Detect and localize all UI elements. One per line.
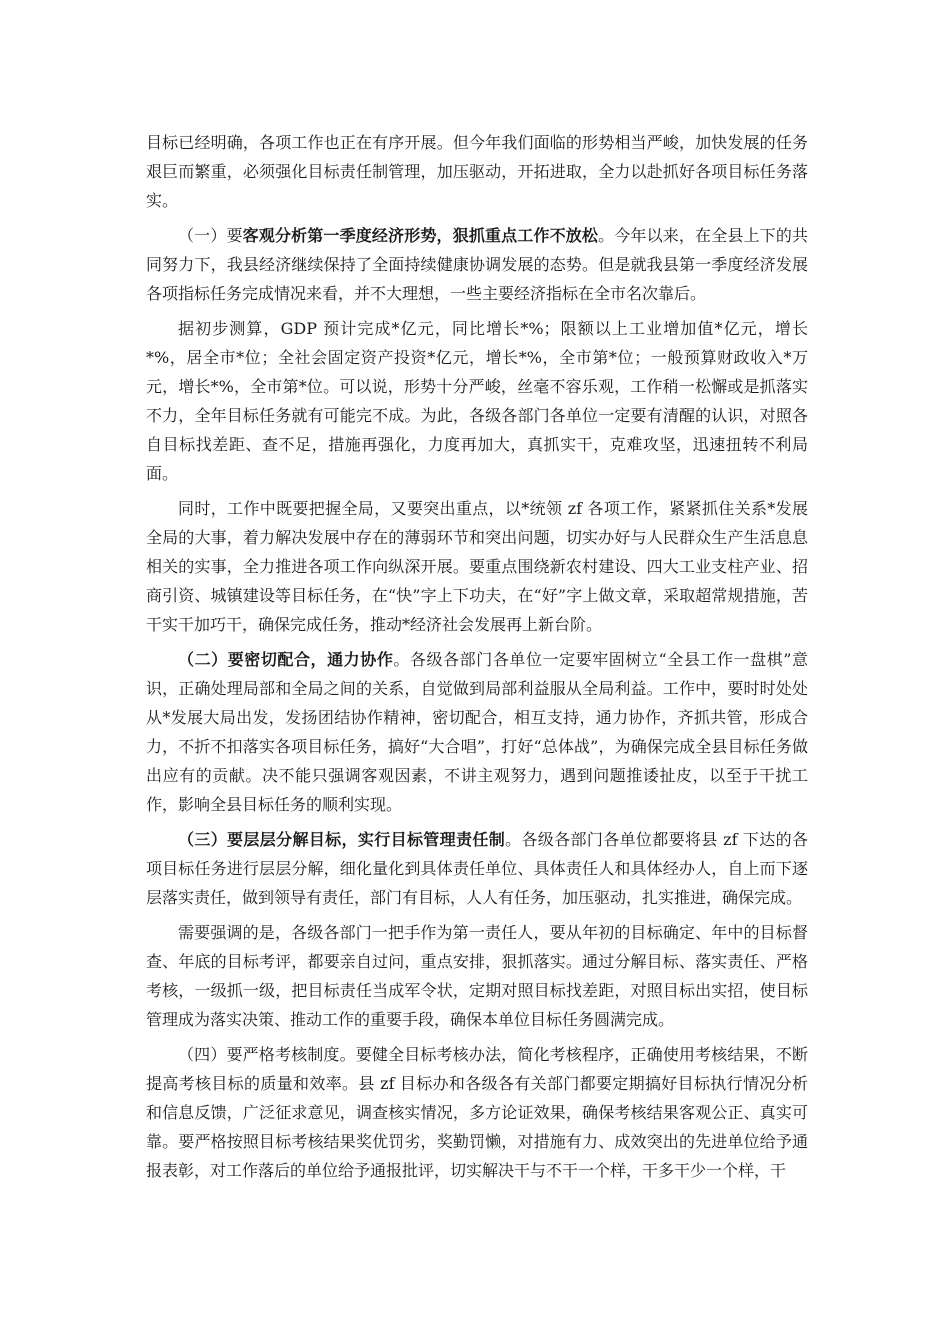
paragraph-section-2 — [146, 645, 808, 819]
paragraph-section-4 — [146, 1040, 808, 1185]
section-heading: 客观分析第一季度经济形势，狠抓重点工作不放松 — [242, 226, 599, 245]
paragraph-text: 据初步测算，GDP 预计完成*亿元，同比增长*%；限额以上工业增加值*亿元，增长*%，居全市*位；全社会固定资产投资*亿元，增长*%，全市第*位；一般预算财政收入*万元，增长*%，全市第*位。可以说，形势十分严峻，丝毫不容乐观，工作稍一松懈或是抓落实不力，全年目标任务就有可能完不成。为此，各级各部门各单位一定要有清醒的认识，对照各自目标找差距、查不足，措施再强化，力度再加大，真抓实干，克难攻坚，迅速扭转不利局面。 — [146, 319, 808, 483]
paragraph-section-1 — [146, 221, 808, 308]
paragraph-emphasis — [146, 918, 808, 1034]
paragraph-text: 。各级各部门各单位都要将县 zf 下达的各项目标任务进行层层分解，细化量化到具体责任单位、具体责任人和具体经办人，自上而下逐层落实责任，做到领导有责任，部门有目标，人人有任务，加压驱动，扎实推进，确保完成。 — [146, 830, 808, 907]
paragraph-text: 同时，工作中既要把握全局，又要突出重点，以*统领 zf 各项工作，紧紧抓住关系*发展全局的大事，着力解决发展中存在的薄弱环节和突出问题，切实办好与人民群众生产生活息息相关的实事，全力推进各项工作向纵深开展。要重点围绕新农村建设、四大工业支柱产业、招商引资、城镇建设等目标任务，在“快”字上下功夫，在“好”字上做文章，采取超常规措施，苦干实干加巧干，确保完成任务，推动*经济社会发展再上新台阶。 — [146, 499, 808, 634]
paragraph-section-3 — [146, 825, 808, 912]
section-heading: （二）要密切配合，通力协作 — [178, 650, 394, 669]
document-body — [146, 128, 808, 1191]
paragraph-text: 目标已经明确，各项工作也正在有序开展。但今年我们面临的形势相当严峻，加快发展的任务艰巨而繁重，必须强化目标责任制管理，加压驱动，开拓进取，全力以赴抓好各项目标任务落实。 — [146, 133, 808, 210]
paragraph-focus — [146, 494, 808, 639]
paragraph-intro — [146, 128, 808, 215]
paragraph-text: 。今年以来，在全县上下的共同努力下，我县经济继续保持了全面持续健康协调发展的态势。但是就我县第一季度经济发展各项指标任务完成情况来看，并不大理想，一些主要经济指标在全市名次靠后。 — [146, 226, 808, 303]
paragraph-text: 。各级各部门各单位一定要牢固树立“全县工作一盘棋”意识，正确处理局部和全局之间的关系，自觉做到局部利益服从全局利益。工作中，要时时处处从*发展大局出发，发扬团结协作精神，密切配合，相互支持，通力协作，齐抓共管，形成合力，不折不扣落实各项目标任务，搞好“大合唱”，打好“总体战”，为确保完成全县目标任务做出应有的贡献。决不能只强调客观因素，不讲主观努力，遇到问题推诿扯皮，以至于干扰工作，影响全县目标任务的顺利实现。 — [146, 650, 808, 814]
paragraph-text: （四）要严格考核制度。要健全目标考核办法，简化考核程序，正确使用考核结果，不断提高考核目标的质量和效率。县 zf 目标办和各级各有关部门都要定期搞好目标执行情况分析和信息反馈，广泛征求意见，调查核实情况，多方论证效果，确保考核结果客观公正、真实可靠。要严格按照目标考核结果奖优罚劣，奖勤罚懒，对措施有力、成效突出的先进单位给予通报表彰，对工作落后的单位给予通报批评，切实解决干与不干一个样，干多干少一个样，干 — [146, 1045, 808, 1180]
paragraph-statistics — [146, 314, 808, 488]
section-prefix: （一）要 — [178, 226, 243, 245]
section-heading: （三）要层层分解目标，实行目标管理责任制 — [178, 830, 506, 849]
paragraph-text: 需要强调的是，各级各部门一把手作为第一责任人，要从年初的目标确定、年中的目标督查、年底的目标考评，都要亲自过问，重点安排，狠抓落实。通过分解目标、落实责任、严格考核，一级抓一级，把目标责任当成军令状，定期对照目标找差距，对照目标出实招，使目标管理成为落实决策、推动工作的重要手段，确保本单位目标任务圆满完成。 — [146, 923, 808, 1029]
